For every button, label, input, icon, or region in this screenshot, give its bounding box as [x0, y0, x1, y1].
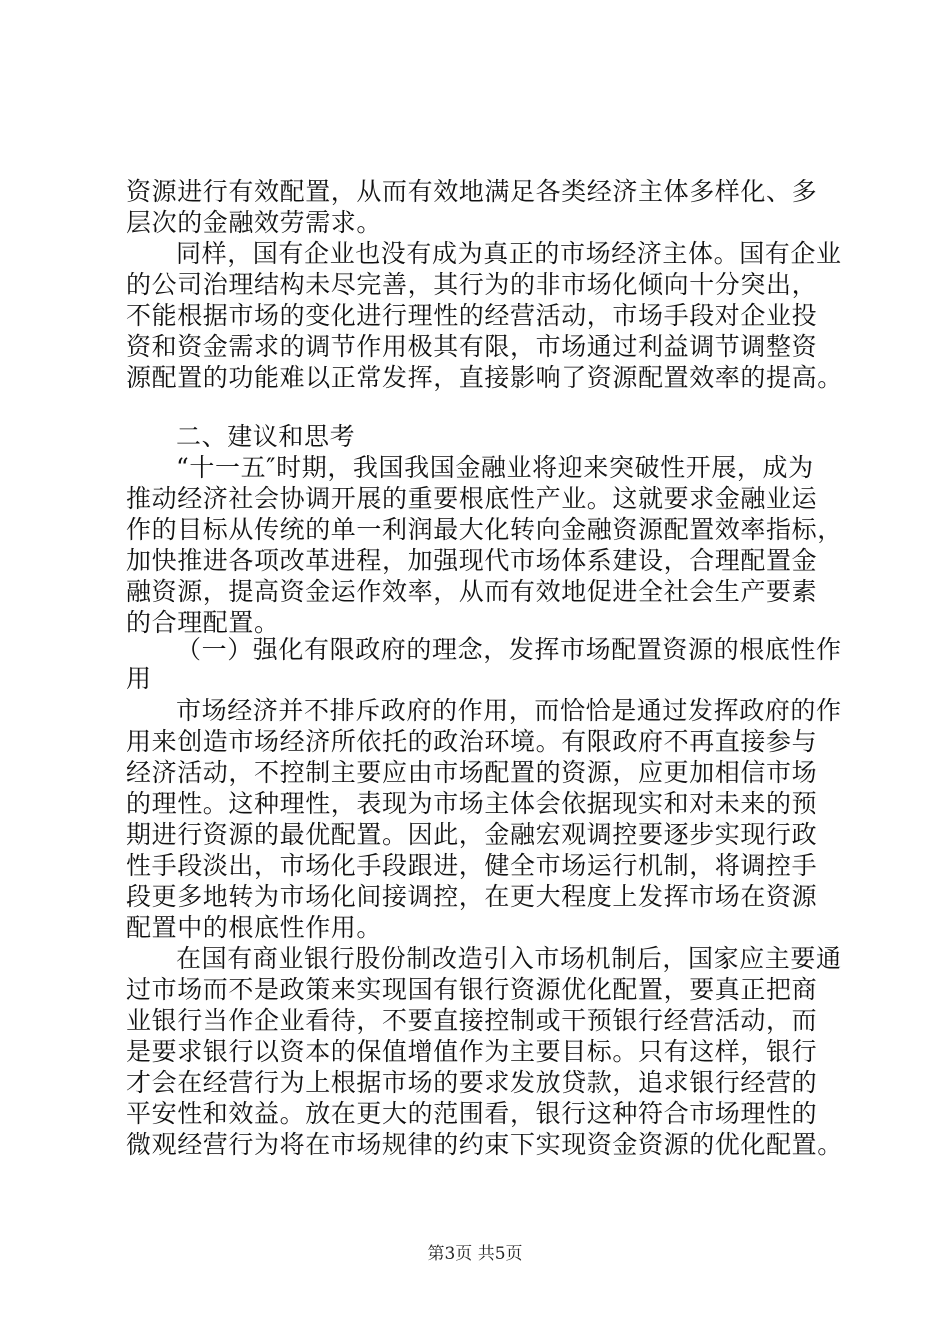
- text-line: 资和资金需求的调节作用极其有限，市场通过利益调节调整资: [126, 332, 818, 361]
- text-line: 微观经营行为将在市场规律的约束下实现资金资源的优化配置。: [126, 1130, 843, 1159]
- text-line: 平安性和效益。放在更大的范围看，银行这种符合市场理性的: [126, 1099, 818, 1128]
- text-line: 经济活动，不控制主要应由市场配置的资源，应更加相信市场: [126, 758, 818, 787]
- text-line: 配置中的根底性作用。: [126, 913, 383, 942]
- text-line: 融资源，提高资金运作效率，从而有效地促进全社会生产要素: [126, 577, 818, 606]
- text-line: 推动经济社会协调开展的重要根底性产业。这就要求金融业运: [126, 484, 818, 513]
- subsection-heading: （一）强化有限政府的理念，发挥市场配置资源的根底性作: [176, 635, 842, 664]
- page-number-footer: 第3页 共5页: [427, 1244, 523, 1264]
- paragraph-start-line: 在国有商业银行股份制改造引入市场机制后，国家应主要通: [176, 944, 842, 973]
- paragraph-start-line: “十一五″时期，我国我国金融业将迎来突破性开展，成为: [176, 453, 814, 482]
- text-line: 资源进行有效配置，从而有效地满足各类经济主体多样化、多: [126, 177, 818, 206]
- text-line: 业银行当作企业看待，不要直接控制或干预银行经营活动，而: [126, 1006, 818, 1035]
- paragraph-start-line: 市场经济并不排斥政府的作用，而恰恰是通过发挥政府的作: [176, 696, 842, 725]
- text-line: 性手段淡出，市场化手段跟进，健全市场运行机制，将调控手: [126, 851, 818, 880]
- text-line: 段更多地转为市场化间接调控，在更大程度上发挥市场在资源: [126, 882, 818, 911]
- section-heading: 二、建议和思考: [176, 422, 356, 451]
- text-line: 用来创造市场经济所依托的政治环境。有限政府不再直接参与: [126, 727, 818, 756]
- text-line: 作的目标从传统的单一利润最大化转向金融资源配置效率指标，: [126, 515, 843, 544]
- text-line: 的理性。这种理性，表现为市场主体会依据现实和对未来的预: [126, 789, 818, 818]
- text-line: 是要求银行以资本的保值增值作为主要目标。只有这样，银行: [126, 1037, 818, 1066]
- subsection-heading-continued: 用: [126, 664, 152, 693]
- text-line: 层次的金融效劳需求。: [126, 208, 383, 237]
- text-line: 的合理配置。: [126, 608, 280, 637]
- text-line: 源配置的功能难以正常发挥，直接影响了资源配置效率的提高。: [126, 363, 843, 392]
- text-line: 的公司治理结构未尽完善，其行为的非市场化倾向十分突出，: [126, 270, 818, 299]
- text-line: 才会在经营行为上根据市场的要求发放贷款，追求银行经营的: [126, 1068, 818, 1097]
- paragraph-start-line: 同样，国有企业也没有成为真正的市场经济主体。国有企业: [176, 239, 842, 268]
- text-line: 过市场而不是政策来实现国有银行资源优化配置，要真正把商: [126, 975, 818, 1004]
- text-line: 期进行资源的最优配置。因此，金融宏观调控要逐步实现行政: [126, 820, 818, 849]
- text-line: 加快推进各项改革进程，加强现代市场体系建设，合理配置金: [126, 546, 818, 575]
- text-line: 不能根据市场的变化进行理性的经营活动，市场手段对企业投: [126, 301, 818, 330]
